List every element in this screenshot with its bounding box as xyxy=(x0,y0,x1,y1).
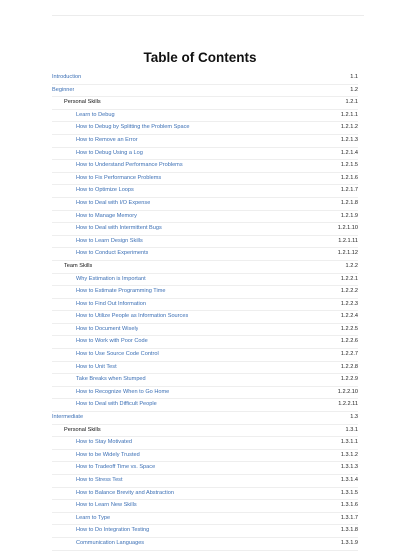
toc-entry-number: 1.3.1.3 xyxy=(340,464,358,471)
toc-entry-link[interactable]: Why Estimation is Important xyxy=(76,275,146,282)
toc-entry-link[interactable]: How to Learn Design Skills xyxy=(76,237,143,244)
toc-entry-link[interactable]: How to Deal with I/O Expense xyxy=(76,199,151,206)
toc-entry-link[interactable]: Personal Skills xyxy=(64,426,101,433)
toc-entry-link[interactable]: Communication Languages xyxy=(76,539,145,546)
toc-entry-link[interactable]: How to Learn New Skills xyxy=(76,502,137,509)
toc-row[interactable] xyxy=(52,148,358,161)
toc-row[interactable] xyxy=(52,261,358,274)
toc-row[interactable] xyxy=(52,513,358,526)
toc-entry-link[interactable]: How to Tradeoff Time vs. Space xyxy=(76,464,156,471)
toc-entry-number: 1.3.1.7 xyxy=(340,514,358,521)
toc-entry-number: 1.2.1.7 xyxy=(340,187,358,194)
toc-entry-link[interactable]: How to Understand Performance Problems xyxy=(76,162,183,169)
top-divider xyxy=(52,15,364,16)
toc-row[interactable] xyxy=(52,173,358,186)
toc-entry-link[interactable]: How to Optimize Loops xyxy=(76,187,134,194)
toc-row[interactable] xyxy=(52,336,358,349)
toc-entry-number: 1.2.2.5 xyxy=(340,325,358,332)
toc-entry-number: 1.2.2.8 xyxy=(340,363,358,370)
toc-row[interactable] xyxy=(52,286,358,299)
toc-entry-link[interactable]: How to Conduct Experiments xyxy=(76,250,149,257)
toc-entry-number: 1.2 xyxy=(350,86,358,93)
toc-entry-link[interactable]: How to Stress Test xyxy=(76,477,123,483)
toc-entry-link[interactable]: Take Breaks when Stumped xyxy=(76,376,146,383)
toc-row[interactable] xyxy=(52,475,358,488)
toc-entry-number: 1.3.1.1 xyxy=(340,439,358,446)
toc-entry-number: 1.2.1.12 xyxy=(337,250,358,257)
toc-entry-number: 1.2.2.2 xyxy=(340,288,358,295)
toc-entry-number: 1.2.2.3 xyxy=(340,300,358,307)
toc-entry-number: 1.2.1.11 xyxy=(338,237,358,244)
toc-row[interactable] xyxy=(52,500,358,513)
toc-entry-number: 1.1 xyxy=(350,74,358,80)
toc-entry-link[interactable]: Learn to Type xyxy=(76,514,111,521)
toc-row[interactable] xyxy=(52,236,358,249)
toc-entry-link[interactable]: How to Work with Poor Code xyxy=(76,338,148,345)
toc-row[interactable] xyxy=(52,135,358,148)
toc-entry-link[interactable]: How to Document Wisely xyxy=(76,325,139,332)
toc-row[interactable] xyxy=(52,211,358,224)
toc-row[interactable] xyxy=(52,538,358,551)
toc-row[interactable] xyxy=(52,274,358,287)
toc-row[interactable] xyxy=(52,110,358,123)
toc-row[interactable] xyxy=(52,299,358,312)
toc-entry-number: 1.3.1.8 xyxy=(340,527,358,534)
toc-entry-number: 1.2.1.4 xyxy=(340,149,358,156)
toc-entry-link[interactable]: Intermediate xyxy=(52,414,84,421)
toc-entry-link[interactable]: Beginner xyxy=(52,86,75,93)
toc-entry-number: 1.2.2.11 xyxy=(338,401,358,408)
toc-entry-link[interactable]: How to Debug Using a Log xyxy=(76,149,143,156)
toc-row[interactable] xyxy=(52,412,358,425)
toc-row[interactable] xyxy=(52,349,358,362)
toc-entry-number: 1.2.1.2 xyxy=(340,124,358,131)
toc-entry-number: 1.2.2.10 xyxy=(337,388,358,395)
toc-entry-number: 1.2.1.5 xyxy=(340,162,358,169)
toc-row[interactable] xyxy=(52,462,358,475)
toc-entry-number: 1.3.1.4 xyxy=(340,477,358,483)
toc-entry-number: 1.3.1.9 xyxy=(340,539,358,546)
toc-entry-number: 1.2.2.7 xyxy=(340,351,358,358)
toc-entry-number: 1.2.2.9 xyxy=(340,376,358,383)
toc-entry-link[interactable]: Introduction xyxy=(52,74,82,80)
toc-entry-number: 1.3.1.5 xyxy=(340,489,358,496)
toc-row[interactable] xyxy=(52,450,358,463)
toc-row[interactable] xyxy=(52,488,358,501)
toc-row[interactable] xyxy=(52,223,358,236)
toc-row[interactable] xyxy=(52,525,358,538)
toc-entry-link[interactable]: Team Skills xyxy=(64,262,93,269)
toc-entry-number: 1.2.1 xyxy=(345,99,358,106)
toc-row[interactable] xyxy=(52,362,358,375)
toc-entry-link[interactable]: How to Estimate Programming Time xyxy=(76,288,166,295)
toc-row[interactable] xyxy=(52,160,358,173)
toc-entry-number: 1.3.1 xyxy=(345,426,358,433)
toc-entry-link[interactable]: How to Do Integration Testing xyxy=(76,527,150,534)
toc-entry-number: 1.2.1.6 xyxy=(340,174,358,181)
toc-entry-number: 1.2.1.10 xyxy=(337,225,358,232)
toc-row[interactable] xyxy=(52,122,358,135)
toc-row[interactable] xyxy=(52,387,358,400)
toc-entry-number: 1.3.1.6 xyxy=(340,502,358,509)
toc-row[interactable] xyxy=(52,311,358,324)
toc-row[interactable] xyxy=(52,85,358,98)
toc-entry-number: 1.3.1.2 xyxy=(340,451,358,458)
toc-entry-number: 1.2.1.1 xyxy=(340,111,358,118)
toc-row[interactable] xyxy=(52,437,358,450)
toc-entry-number: 1.2.2.4 xyxy=(340,313,358,320)
toc-row[interactable] xyxy=(52,97,358,110)
toc-row[interactable] xyxy=(52,374,358,387)
toc-entry-number: 1.3 xyxy=(350,414,358,421)
table-of-contents xyxy=(52,72,358,551)
toc-entry-number: 1.2.2 xyxy=(345,262,358,269)
page-title: Table of Contents xyxy=(143,50,257,65)
toc-row[interactable] xyxy=(52,399,358,412)
toc-entry-link[interactable]: Personal Skills xyxy=(64,99,101,106)
toc-row[interactable] xyxy=(52,425,358,438)
toc-entry-link[interactable]: How to Deal with Intermittent Bugs xyxy=(76,225,162,232)
toc-entry-link[interactable]: How to Use Source Code Control xyxy=(76,351,159,358)
toc-entry-number: 1.2.1.9 xyxy=(340,212,358,219)
toc-entry-number: 1.2.1.8 xyxy=(340,199,358,206)
toc-entry-number: 1.2.2.1 xyxy=(340,275,358,282)
toc-entry-link[interactable]: How to Deal with Difficult People xyxy=(76,401,157,408)
toc-entry-link[interactable]: How to Remove an Error xyxy=(76,136,138,143)
toc-entry-link[interactable]: How to Stay Motivated xyxy=(76,439,132,446)
toc-entry-link[interactable]: How to be Widely Trusted xyxy=(76,451,140,458)
toc-entry-link[interactable]: How to Utilize People as Information Sources xyxy=(76,313,189,320)
toc-entry-link[interactable]: How to Balance Brevity and Abstraction xyxy=(76,489,174,496)
toc-entry-link[interactable]: How to Recognize When to Go Home xyxy=(76,388,170,395)
toc-entry-link[interactable]: Learn to Debug xyxy=(76,111,115,118)
toc-entry-link[interactable]: How to Manage Memory xyxy=(76,212,137,219)
toc-entry-link[interactable]: How to Debug by Splitting the Problem Space xyxy=(76,124,190,131)
toc-row[interactable] xyxy=(52,72,358,85)
toc-row[interactable] xyxy=(52,248,358,261)
toc-entry-number: 1.2.1.3 xyxy=(340,136,358,143)
toc-entry-number: 1.2.2.6 xyxy=(340,338,358,345)
toc-row[interactable] xyxy=(52,198,358,211)
toc-row[interactable] xyxy=(52,324,358,337)
toc-entry-link[interactable]: How to Fix Performance Problems xyxy=(76,174,162,181)
toc-row[interactable] xyxy=(52,185,358,198)
toc-entry-link[interactable]: How to Find Out Information xyxy=(76,300,146,307)
toc-entry-link[interactable]: How to Unit Test xyxy=(76,363,117,370)
